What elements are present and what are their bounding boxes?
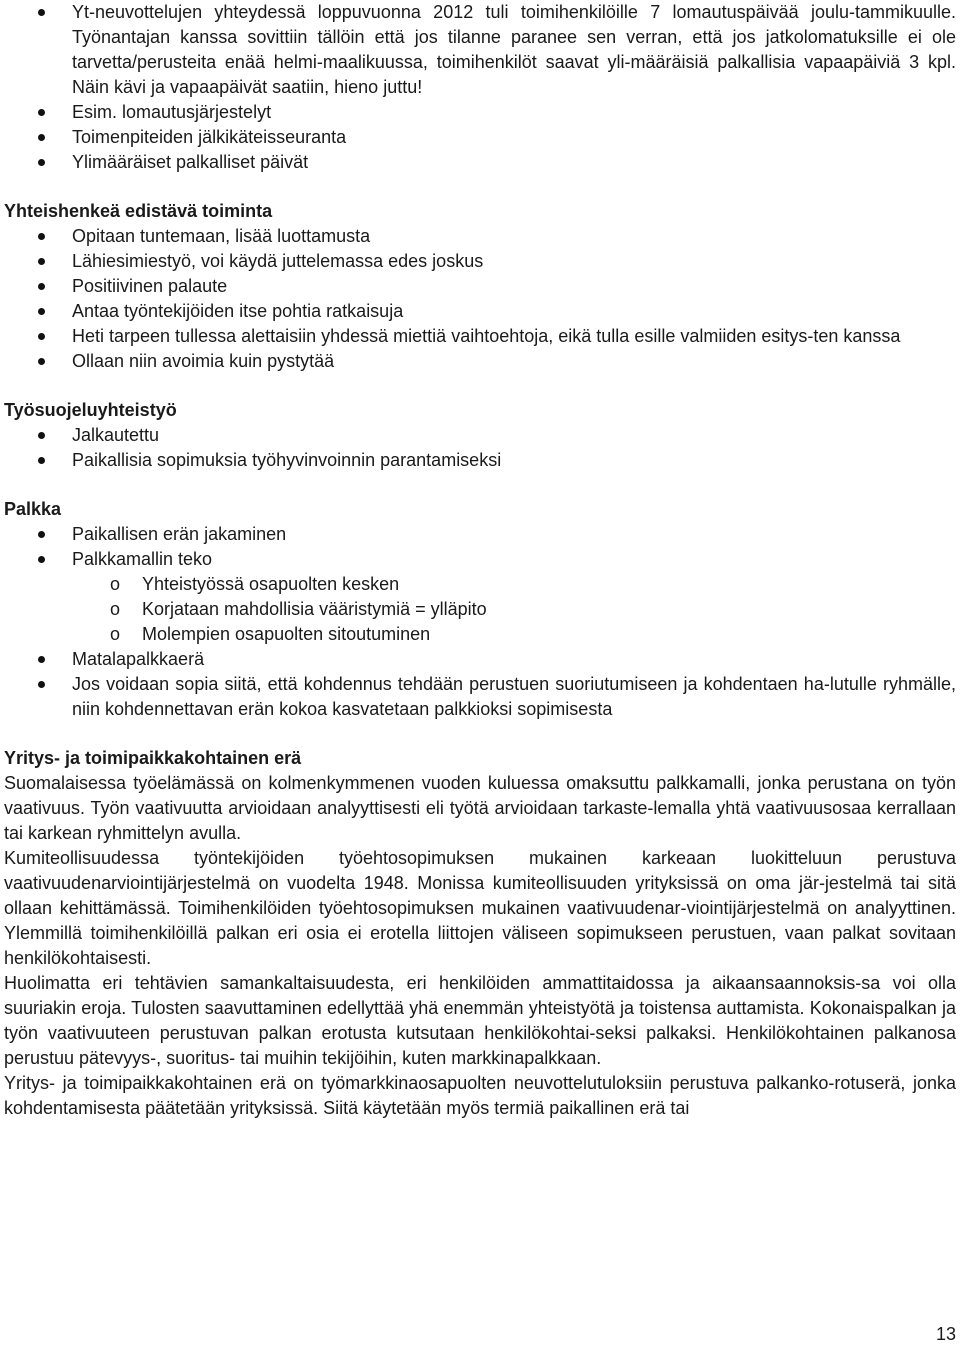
list-item: Antaa työntekijöiden itse pohtia ratkaisuja	[4, 299, 956, 324]
paragraph: Yritys- ja toimipaikkakohtainen erä on työmarkkinaosapuolten neuvottelutuloksiin perustuva palkanko-rotuserä, jonka kohdentamisesta päätetään yrityksissä. Siitä käytetään myös termiä paikallinen erä tai	[4, 1073, 956, 1118]
section-heading-yhteishenkea: Yhteishenkeä edistävä toiminta	[4, 201, 273, 221]
list-item: Jalkautettu	[4, 423, 956, 448]
section-heading-tyosuojelu: Työsuojeluyhteistyö	[4, 400, 177, 420]
list-item: Yt-neuvottelujen yhteydessä loppuvuonna 2012 tuli toimihenkilöille 7 lomautuspäivää joulu-tammikuulle. Työnantajan kanssa sovittiin tällöin että jos tilanne paranee sen verran, että jos jatkolomatuksille ei ole tarvetta/perusteita enää helmi-maalikuussa, toimihenkilöt saavat yli-määräisiä palkallisia vapaapäiviä 3 kpl. Näin kävi ja vapaapäivät saatiin, hieno juttu!	[4, 0, 956, 100]
section-heading-yritys: Yritys- ja toimipaikkakohtainen erä	[4, 748, 302, 768]
section-heading-palkka: Palkka	[4, 499, 62, 519]
top-bullet-list	[4, 0, 956, 175]
palkka-list	[4, 522, 956, 722]
list-item: Positiivinen palaute	[4, 274, 956, 299]
sub-list-item: o Yhteistyössä osapuolten kesken	[4, 572, 956, 597]
page-number: 13	[935, 1324, 956, 1344]
list-item: Ollaan niin avoimia kuin pystytää	[4, 349, 956, 374]
list-item: Heti tarpeen tullessa alettaisiin yhdessä miettiä vaihtoehtoja, eikä tulla esille valmiiden esitys-ten kanssa	[4, 324, 956, 349]
paragraph: Suomalaisessa työelämässä on kolmenkymmenen vuoden kuluessa omaksuttu palkkamalli, jonka perustana on työn vaativuus. Työn vaativuutta arvioidaan analyyttisesti eli työtä arvioidaan tarkaste-lemalla yhtä vaativuusosaa kerrallaan tai karkean ryhmittelyn avulla.	[4, 773, 956, 843]
list-item: Esim. lomautusjärjestelyt	[4, 100, 956, 125]
sub-list-item: o Korjataan mahdollisia vääristymiä = ylläpito	[4, 597, 956, 622]
list-item: Lähiesimiestyö, voi käydä juttelemassa edes joskus	[4, 249, 956, 274]
list-item: Toimenpiteiden jälkikäteisseuranta	[4, 125, 956, 150]
list-item: Palkkamallin teko	[4, 547, 956, 572]
list-item: Ylimääräiset palkalliset päivät	[4, 150, 956, 175]
yhteishenkea-list	[4, 224, 956, 374]
list-item: Paikallisia sopimuksia työhyvinvoinnin parantamiseksi	[4, 448, 956, 473]
list-item: Matalapalkkaerä	[4, 647, 956, 672]
tyosuojelu-list	[4, 423, 956, 473]
paragraph: Huolimatta eri tehtävien samankaltaisuudesta, eri henkilöiden ammattitaidossa ja aikaansaannoksis-sa voi olla suuriakin eroja. Tulosten saavuttaminen edellyttää yhä enemmän yhteistyötä ja toistensa auttamista. Kokonaispalkan ja työn vaativuuteen perustuvan palkan erotusta kutsutaan henkilökohtai-seksi palkaksi. Henkilökohtainen palkanosa perustuu pätevyys-, suoritus- tai muihin tekijöihin, kuten markkinapalkkaan.	[4, 973, 956, 1068]
list-item: Jos voidaan sopia siitä, että kohdennus tehdään perustuen suoriutumiseen ja kohdentaen ha-lutulle ryhmälle, niin kohdennettavan erän kokoa kasvatetaan palkkioksi sopimisesta	[4, 672, 956, 722]
sub-list-item: o Molempien osapuolten sitoutuminen	[4, 622, 956, 647]
paragraph: Kumiteollisuudessa työntekijöiden työehtosopimuksen mukainen karkeaan luokitteluun perustuva vaativuudenarviointijärjestelmä on vuodelta 1948. Monissa kumiteollisuuden yrityksissä on oma jär-jestelmä tai sitä ollaan kehittämässä. Toimihenkilöiden työehtosopimuksen mukainen vaativuudenar-viointijärjestelmä on analyyttinen. Ylemmillä toimihenkilöillä palkan eri osia ei erotella liittojen väliseen sopimukseen perustuen, vaan palkat sovitaan henkilökohtaisesti.	[4, 848, 956, 968]
list-item: Opitaan tuntemaan, lisää luottamusta	[4, 224, 956, 249]
list-item: Paikallisen erän jakaminen	[4, 522, 956, 547]
